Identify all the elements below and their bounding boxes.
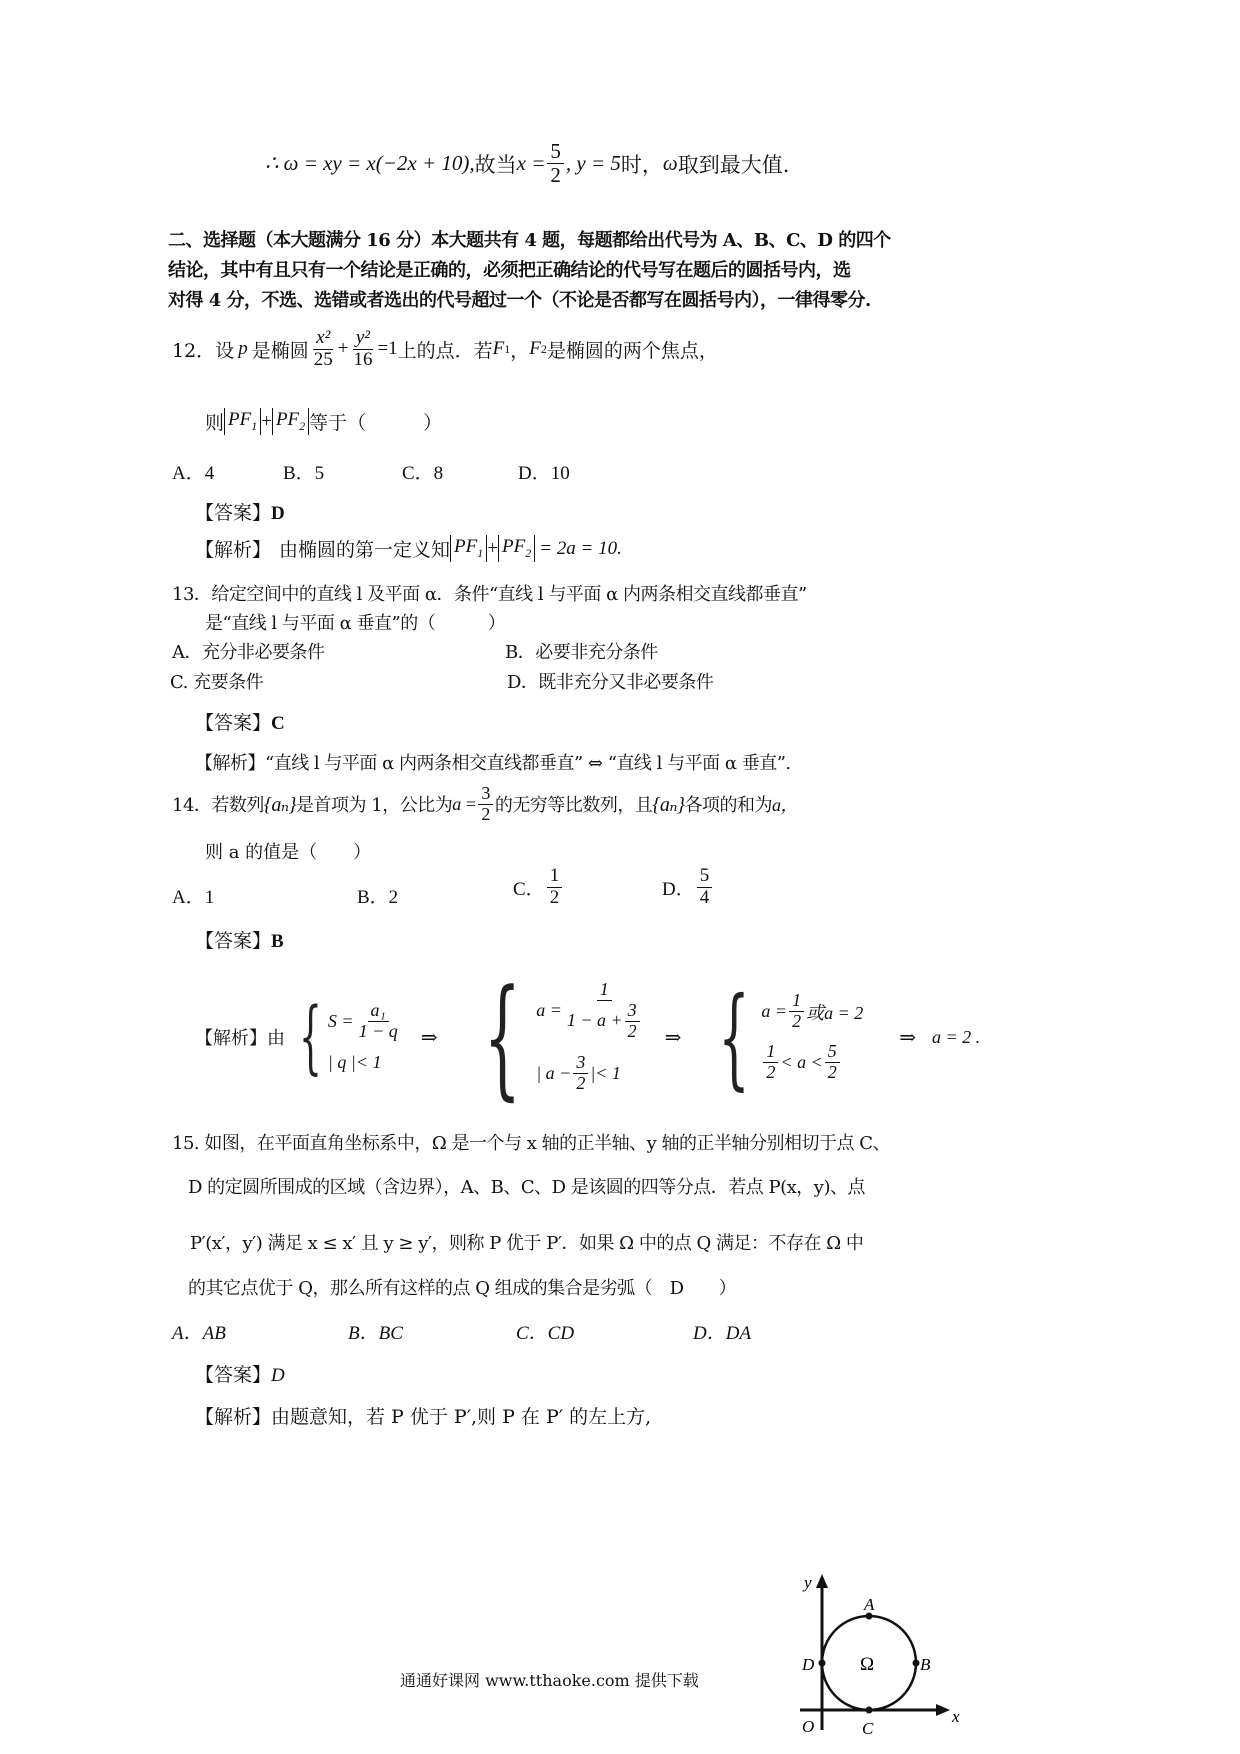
section-heading-line2: 结论，其中有且只有一个结论是正确的，必须把正确结论的代号写在题后的圆括号内，选	[168, 260, 851, 281]
q15-option-b: B．BC	[348, 1323, 403, 1344]
q13-option-d: D．既非充分又非必要条件	[507, 672, 714, 693]
conclusion-text3: 取到最大值.	[677, 152, 790, 177]
q14-system-2: { a = 1 1 − a + $\frac{3}{2}$ | a − $\frac{3}{2}$ |< 1	[461, 972, 646, 1102]
q14-option-d: D． $\frac{5}{4}$	[662, 866, 714, 909]
q14-result: a = 2 .	[932, 1026, 981, 1047]
q15-answer: 【答案】D	[195, 1364, 285, 1386]
conclusion-text1: 故当	[474, 152, 517, 177]
q15-stem-line2: D 的定圆所围成的区域（含边界），A、B、C、D 是该圆的四等分点．若点 P(x，y)、点	[188, 1177, 866, 1198]
conclusion-line	[265, 140, 789, 187]
q13-analysis: 【解析】“直线 l 与平面 α 内两条相交直线都垂直” ⇔ “直线 l 与平面 α 垂直”.	[195, 753, 791, 774]
q15-option-a: A．AB	[172, 1323, 226, 1344]
q14-answer: 【答案】B	[195, 930, 284, 952]
q13-stem-line1: 13．给定空间中的直线 l 及平面 α．条件“直线 l 与平面 α 内两条相交直线都垂直”	[172, 584, 807, 605]
q12-line2: 则 $PF_1$ + $PF_2$ 等于（ ）	[205, 409, 443, 434]
q15-option-c: C．CD	[516, 1323, 575, 1344]
q14-analysis: 【解析】 由 { S = $\frac{\text{a₁}}{1 - q}$ | q |< 1 ⇒ { a = 1 1 − a + $\frac{3}{2}$ | a − $\frac{3}{2}$ |< 1 ⇒ { a = $\frac{1}{2}$ 或a = 2 $\frac{1}{2}$ < a < $\frac{5}{2}$ ⇒ a = 2 .	[195, 961, 981, 1113]
conclusion-x-eq: x =	[516, 151, 546, 176]
point-d	[819, 1660, 826, 1667]
q13-stem-line2: 是“直线 l 与平面 α 垂直”的（ ）	[205, 613, 506, 634]
conclusion-y-eq: , y = 5	[565, 151, 621, 176]
label-omega: Ω	[860, 1654, 875, 1675]
q15-stem-line1: 15. 如图，在平面直角坐标系中，Ω 是一个与 x 轴的正半轴、y 轴的正半轴分别相切于点 C、	[172, 1133, 890, 1154]
conclusion-omega: ω	[662, 151, 678, 176]
q12-analysis: 【解析】 由椭圆的第一定义知 $PF_1$ + $PF_2$ = 2a = 10.	[195, 536, 622, 561]
x-axis-arrow-icon	[936, 1704, 950, 1716]
q14-system-3: { a = $\frac{1}{2}$ 或a = 2 $\frac{1}{2}$ < a < $\frac{5}{2}$	[718, 973, 864, 1101]
section-heading-line1: 二、选择题（本大题满分 16 分）本大题共有 4 题，每题都给出代号为 A、B、C、D 的四个	[168, 230, 891, 251]
point-c	[866, 1707, 873, 1714]
q13-answer: 【答案】C	[195, 712, 285, 734]
q14-system-1: { S = $\frac{\text{a₁}}{1 - q}$ | q |< 1	[298, 990, 398, 1083]
y-axis-arrow-icon	[816, 1574, 828, 1588]
q14-stem: 14． 若数列 {aₙ} 是首项为 1，公比为 a = $\frac{3}{2}$ 的无穷等比数列，且 {aₙ} 各项的和为 a，	[172, 783, 798, 824]
label-x: x	[952, 1707, 960, 1726]
label-b: B	[920, 1655, 931, 1674]
q14-option-b: B．2	[357, 887, 399, 908]
label-y: y	[804, 1573, 812, 1592]
point-b	[913, 1660, 920, 1667]
q14-option-c: C． $\frac{1}{2}$	[513, 866, 564, 909]
q15-option-d: D．DA	[693, 1323, 752, 1344]
label-origin: O	[802, 1717, 815, 1736]
conclusion-fraction: $\frac{5}{2}$	[547, 140, 564, 187]
q15-stem-line3: P′(x′，y′) 满足 x ≤ x′ 且 y ≥ y′，则称 P 优于 P′．如果 Ω 中的点 Q 满足：不存在 Ω 中	[190, 1233, 864, 1254]
section-heading-line3: 对得 4 分，不选、选错或者选出的代号超过一个（不论是否都写在圆括号内），一律得零分.	[168, 290, 871, 311]
q12-fraction-y: $\frac{\text{y²}}{16}$	[353, 327, 373, 370]
label-d: D	[802, 1655, 815, 1674]
q12-option-b: B．5	[283, 463, 325, 484]
q13-option-b: B．必要非充分条件	[505, 642, 658, 663]
label-a: A	[864, 1595, 875, 1614]
conclusion-text2: 时，	[620, 152, 663, 177]
q15-analysis: 【解析】由题意知，若 P 优于 P′,则 P 在 P′ 的左上方,	[195, 1406, 652, 1428]
q12-option-d: D．10	[518, 463, 570, 484]
q12-option-a: A．4	[172, 463, 215, 484]
q12-answer: 【答案】D	[195, 502, 285, 524]
q14-stem-line2: 则 a 的值是（ ）	[205, 842, 372, 863]
conclusion-formula: ∴ ω = xy = x(−2x + 10),	[265, 151, 475, 176]
q13-option-c: C. 充要条件	[170, 672, 264, 693]
footer-watermark: 通通好课网 www.tthaoke.com 提供下载	[400, 1671, 699, 1690]
q13-option-a: A．充分非必要条件	[172, 642, 325, 663]
label-c: C	[862, 1719, 874, 1738]
q15-stem-line4: 的其它点优于 Q，那么所有这样的点 Q 组成的集合是劣弧（ D ）	[188, 1278, 737, 1299]
q14-ratio-fraction: $\frac{3}{2}$	[478, 784, 493, 825]
q12-fraction-x: $\frac{\text{x²}}{25}$	[313, 327, 333, 370]
circle-figure	[790, 1570, 990, 1754]
q12-stem: 12． 设 p 是椭圆 $\frac{\text{x²}}{25}$ + $\frac{\text{y²}}{16}$ =1 上的点．若 F 1 ， F 2 是椭圆的两个焦点，	[172, 327, 718, 370]
q12-option-c: C．8	[402, 463, 444, 484]
q14-option-a: A．1	[172, 887, 215, 908]
